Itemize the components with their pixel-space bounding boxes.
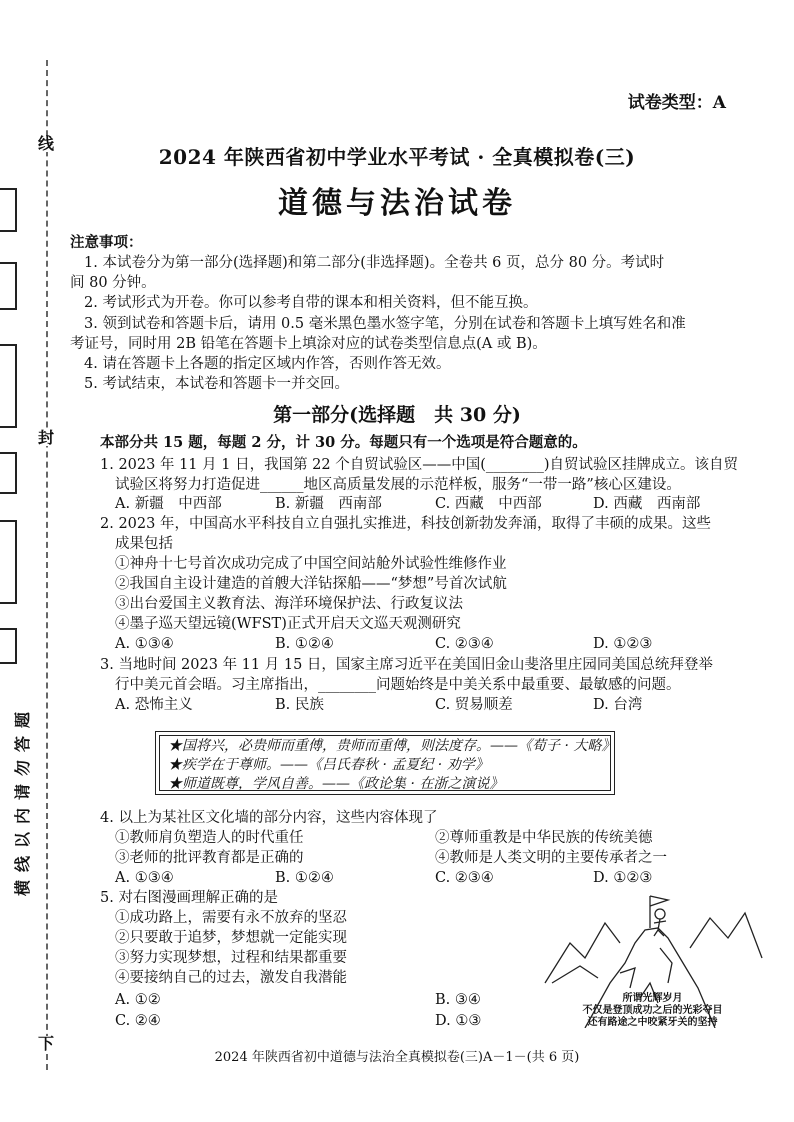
margin-instruction-char: 内	[13, 808, 32, 825]
option-b: B. 新疆 西南部	[275, 496, 382, 512]
option-d: D. ①②③	[593, 636, 653, 652]
option-d: D. ①②③	[593, 870, 653, 886]
margin-instruction-char: 请	[13, 784, 32, 801]
margin-field-box	[0, 262, 17, 310]
margin-label-xian: 线	[37, 134, 54, 153]
note-line: 考证号，同时用 2B 铅笔在答题卡上填涂对应的试卷类型信息点(A 或 B)。	[70, 336, 547, 352]
margin-instruction-char: 答	[13, 736, 32, 753]
option-a: A. 新疆 中西部	[115, 496, 222, 512]
option-c: C. 西藏 中西部	[435, 496, 542, 512]
option-d: D. 台湾	[593, 697, 643, 713]
statement-item: ③努力实现梦想，过程和结果都重要	[115, 950, 347, 966]
statement-item: ③出台爱国主义教育法、海洋环境保护法、行政复议法	[115, 596, 463, 612]
quote-line: ★国将兴，必贵师而重傅，贵师而重傅，则法度存。——《荀子 · 大略》	[168, 738, 616, 754]
statement-item: ④墨子巡天望远镜(WFST)正式开启天文巡天观测研究	[115, 616, 461, 632]
note-line: 5. 考试结束，本试卷和答题卡一并交回。	[84, 376, 349, 392]
paper-type: 试卷类型：A	[627, 93, 726, 113]
mountain-climber-cartoon	[540, 888, 765, 1028]
quote-line: ★师道既尊，学风自善。——《政论集 · 在浙之演说》	[168, 776, 504, 792]
cartoon-caption-line: 还有路途之中咬紧牙关的坚持	[587, 1017, 718, 1028]
margin-instruction-char: 线	[13, 856, 32, 873]
subject-title: 道德与法治试卷	[278, 186, 516, 221]
margin-field-box	[0, 628, 17, 664]
question-stem: 成果包括	[115, 536, 173, 552]
question-stem: 4. 以上为某社区文化墙的部分内容，这些内容体现了	[100, 810, 438, 826]
statement-item: ①成功路上，需要有永不放弃的坚忍	[115, 910, 347, 926]
margin-instruction-char: 以	[13, 832, 32, 849]
cartoon-caption-line: 所谓光辉岁月	[622, 993, 683, 1004]
option-c: C. ②③④	[435, 870, 494, 886]
page-footer: 2024 年陕西省初中道德与法治全真模拟卷(三)A－1－(共 6 页)	[214, 1050, 580, 1065]
statement-item: ③老师的批评教育都是正确的	[115, 850, 304, 866]
option-a: A. ①②	[115, 992, 161, 1008]
margin-label-feng: 封	[37, 428, 54, 447]
margin-label-xia: 下	[37, 1034, 54, 1053]
note-line: 3. 领到试卷和答题卡后，请用 0.5 毫米黑色墨水签字笔，分别在试卷和答题卡上填写姓名和准	[84, 316, 686, 332]
margin-instruction-char: 勿	[13, 760, 32, 777]
option-a: A. 恐怖主义	[115, 697, 193, 713]
question-stem: 行中美元首会晤。习主席指出，________问题始终是中美关系中最重要、最敏感的问题。	[115, 677, 681, 693]
option-b: B. ①②④	[275, 870, 334, 886]
statement-item: ④要接纳自己的过去，激发自我潜能	[115, 970, 347, 986]
note-line: 2. 考试形式为开卷。你可以参考自带的课本和相关资料，但不能互换。	[84, 295, 538, 311]
statement-item: ②我国自主设计建造的首艘大洋钻探船——“梦想”号首次试航	[115, 576, 507, 592]
question-stem: 5. 对右图漫画理解正确的是	[100, 890, 278, 906]
note-line: 4. 请在答题卡上各题的指定区域内作答，否则作答无效。	[84, 356, 451, 372]
option-a: A. ①③④	[115, 636, 174, 652]
margin-instruction-char: 题	[13, 712, 32, 729]
option-c: C. ②③④	[435, 636, 494, 652]
exam-title: 2024 年陕西省初中学业水平考试 · 全真模拟卷(三)	[158, 145, 636, 169]
option-b: B. ①②④	[275, 636, 334, 652]
quote-line: ★疾学在于尊师。——《吕氏春秋 · 孟夏纪 · 劝学》	[168, 757, 489, 773]
notes-heading: 注意事项：	[70, 234, 143, 251]
statement-item: ①教师肩负塑造人的时代重任	[115, 830, 304, 846]
section-title: 第一部分(选择题 共 30 分)	[273, 404, 521, 426]
option-c: C. 贸易顺差	[435, 697, 513, 713]
question-stem: 试验区将努力打造促进______地区高质量发展的示范样板，服务“一带一路”核心区建设。	[115, 477, 681, 493]
option-b: B. ③④	[435, 992, 481, 1008]
margin-field-box	[0, 520, 17, 604]
option-a: A. ①③④	[115, 870, 174, 886]
statement-item: ②尊师重教是中华民族的传统美德	[435, 830, 653, 846]
note-line: 1. 本试卷分为第一部分(选择题)和第二部分(非选择题)。全卷共 6 页，总分 80 分。考试时	[84, 255, 665, 271]
culture-wall-quotes	[155, 731, 615, 795]
note-line: 间 80 分钟。	[70, 275, 156, 291]
question-stem: 2. 2023 年，中国高水平科技自立自强扎实推进，科技创新勃发奔涌，取得了丰硕的成果。这些	[100, 516, 711, 532]
statement-item: ④教师是人类文明的主要传承者之一	[435, 850, 667, 866]
option-d: D. 西藏 西南部	[593, 496, 701, 512]
option-d: D. ①③	[435, 1013, 482, 1029]
statement-item: ②只要敢于追梦，梦想就一定能实现	[115, 930, 347, 946]
option-b: B. 民族	[275, 697, 324, 713]
question-stem: 1. 2023 年 11 月 1 日，我国第 22 个自贸试验区——中国(________)自贸试验区挂牌成立。该自贸	[100, 457, 739, 473]
statement-item: ①神舟十七号首次成功完成了中国空间站舱外试验性维修作业	[115, 556, 507, 572]
margin-instruction-char: 横	[13, 880, 32, 897]
cartoon-caption-line: 不仅是登顶成功之后的光彩夺目	[582, 1005, 723, 1016]
option-c: C. ②④	[115, 1013, 161, 1029]
section-intro: 本部分共 15 题，每题 2 分，计 30 分。每题只有一个选项是符合题意的。	[100, 434, 587, 451]
question-stem: 3. 当地时间 2023 年 11 月 15 日，国家主席习近平在美国旧金山斐洛里庄园同美国总统拜登举	[100, 657, 713, 673]
margin-field-box	[0, 452, 17, 494]
